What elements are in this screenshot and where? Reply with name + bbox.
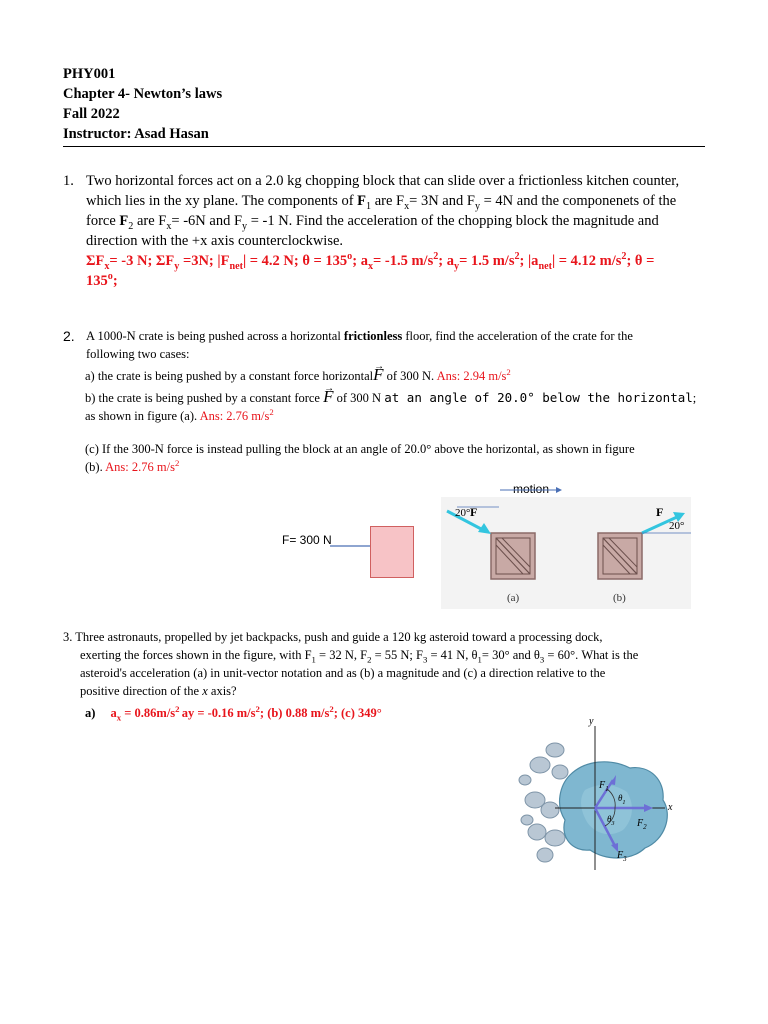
fig-y-label: y	[589, 716, 594, 727]
q3-line: asteroid's acceleration (a) in unit-vector notation and as (b) a magnitude and (c) a direction relative to the	[80, 666, 606, 680]
chapter-title: Chapter 4- Newton’s laws	[63, 86, 223, 102]
q1-line: direction with the +x axis counterclockwise.	[86, 233, 344, 249]
asteroid-figure	[515, 720, 695, 880]
fig-f1-label: $F_1$	[599, 780, 609, 793]
question-1	[63, 171, 723, 291]
angle-label-a: 20°	[455, 507, 471, 519]
course-code: PHY001	[63, 66, 116, 82]
question-3	[63, 628, 723, 700]
motion-arrow	[500, 484, 564, 496]
vector-f-symbol: → F	[373, 366, 383, 384]
q1-body	[86, 171, 723, 291]
header-divider	[63, 146, 705, 147]
force-label: F= 300 N	[282, 533, 332, 547]
fig-theta3-label: $\theta_3$	[607, 814, 615, 827]
q3-line: exerting the forces shown in the figure, with $F_1 = 32$ N, $F_2 = 55$ N; $F_3 = 41$ N, $\theta_1= 30^\circ$ and $\theta_3 = 60^\circ$. What is the	[80, 648, 639, 665]
q2-line: following two cases:	[86, 347, 190, 361]
crate-drawing	[441, 497, 691, 609]
q2-part-a: a) the crate is being pushed by a constant force horizontal→ F of 300 N. Ans: 2.94 $m/s^2$	[85, 366, 511, 385]
fig-f3-label: $F_3$	[617, 850, 627, 863]
fig-theta1-label: $\theta_1$	[618, 793, 626, 806]
q1-line: force $F_2$ are $F_x= -6N$ and $F_y = -1$ N. Find the acceleration of the chopping block the magnitude and	[86, 213, 659, 232]
fig-x-label: x	[668, 802, 673, 813]
force-label-a: F	[470, 505, 478, 519]
q2-number: 2.	[63, 328, 75, 344]
q1-line: which lies in the xy plane. The components of $F_1$ are $F_x= 3N$ and $F_y = 4N$ and the componenets of the	[86, 193, 677, 212]
header	[63, 64, 222, 144]
q2-part-b: b) the crate is being pushed by a constant force → F of 300 N at an angle of 20.0° below the horizontal; as shown in figure (a). Ans: 2.76 $m/s^2$	[85, 388, 725, 425]
q1-number: 1.	[63, 173, 74, 189]
q3-answer-label: a)	[85, 706, 96, 720]
q1-answer: $\Sigma F_x= -3$ N; $\Sigma F_y =3N$; $|F_{net}| = 4.2$ N; $\theta = 135^o$; $a_x= -1.5$ $m/s^2$; $a_y= 1.5$ $m/s^2$; $|a_{net}| = 4.12$ $m/s^2$; θ = $135^o$;	[86, 251, 655, 289]
instructor: Instructor: Asad Hasan	[63, 126, 209, 142]
pushed-box	[370, 526, 414, 578]
force-label-b: F	[656, 505, 664, 519]
q2-part-c: (c) If the 300-N force is instead pulling the block at an angle of 20.0° above the horizontal, as shown in figure (b). Ans: 2.76 $m/s^2$	[85, 442, 635, 474]
caption-a: (a)	[507, 592, 520, 604]
q3-answer: a) $a_x = 0.86m/s^2$ ay = -0.16 $m/s^2$; (b) 0.88 $m/s^2$; (c) 349°	[85, 703, 382, 723]
question-2	[63, 327, 723, 363]
vector-f-symbol: → F	[323, 388, 333, 406]
fig-f2-label: $F_2$	[637, 818, 647, 831]
q3-line: 3. Three astronauts, propelled by jet backpacks, push and guide a 120 kg asteroid toward a processing dock,	[63, 630, 603, 644]
q3-line: positive direction of the x axis?	[80, 684, 237, 698]
q1-line: Two horizontal forces act on a 2.0 kg chopping block that can slide over a frictionless kitchen counter,	[86, 173, 680, 189]
angle-label-b: 20°	[669, 520, 685, 532]
q2-line: A 1000-N crate is being pushed across a horizontal frictionless floor, find the acceleration of the crate for the	[86, 329, 633, 343]
term: Fall 2022	[63, 106, 120, 122]
motion-label: motion	[513, 482, 550, 496]
caption-b: (b)	[613, 592, 626, 604]
